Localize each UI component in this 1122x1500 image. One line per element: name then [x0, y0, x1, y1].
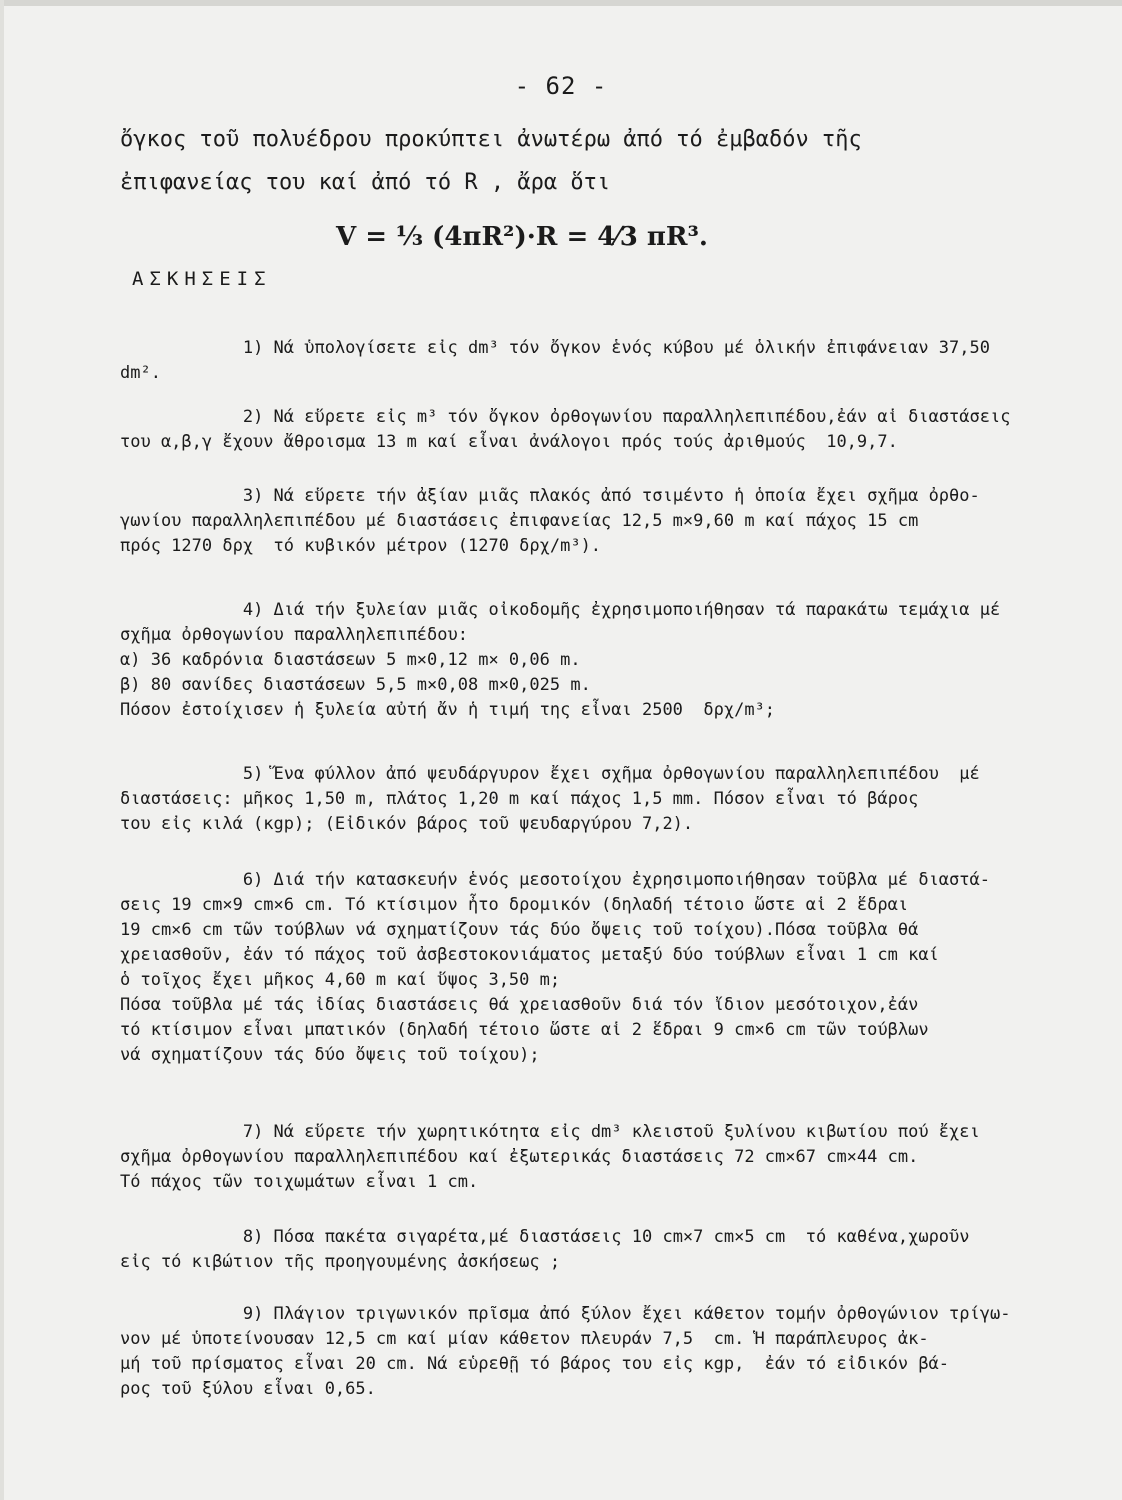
page-number: - 62 - — [514, 72, 608, 100]
exercise-5: 5) Ἕνα φύλλον ἀπό ψευδάργυρον ἔχει σχῆμα ὀρθογωνίου παραλληλεπιπέδου μέ διαστάσεις: μῆκος 1,50 m, πλάτος 1,20 m καί πάχος 1,5 mm. Πόσον εἶναι τό βάρος του εἰς κιλά (κgp); (Εἰδικόν βάρος τοῦ ψευδαργύρου 7,2). — [120, 764, 980, 834]
volume-formula: V = ⅓ (4πR²)·R = 4⁄3 πR³. — [336, 222, 708, 252]
intro-paragraph: ὄγκος τοῦ πολυέδρου προκύπτει ἀνωτέρω ἀπό τό ἐμβαδόν τῆς ἐπιφανείας του καί ἀπό τό R , ἄρα ὅτι — [120, 127, 862, 195]
exercises-heading: ΑΣΚΗΣΕΙΣ — [132, 268, 272, 290]
page-edge — [0, 0, 1122, 6]
exercise-7: 7) Νά εὕρετε τήν χωρητικότητα εἰς dm³ κλειστοῦ ξυλίνου κιβωτίου πού ἔχει σχῆμα ὀρθογωνίου παραλληλεπιπέδου καί ἐξωτερικάς διαστάσεις 72 cm×67 cm×44 cm. Τό πάχος τῶν τοιχωμάτων εἶναι 1 cm. — [120, 1122, 980, 1192]
exercise-8: 8) Πόσα πακέτα σιγαρέτα,μέ διαστάσεις 10 cm×7 cm×5 cm τό καθένα,χωροῦν εἰς τό κιβώτιον τῆς προηγουμένης ἀσκήσεως ; — [120, 1227, 970, 1272]
exercise-4: 4) Διά τήν ξυλείαν μιᾶς οἰκοδομῆς ἐχρησιμοποιήθησαν τά παρακάτω τεμάχια μέ σχῆμα ὀρθογωνίου παραλληλεπιπέδου: α) 36 καδρόνια διαστάσεων 5 m×0,12 m× 0,06 m. β) 80 σανίδες διαστάσεων 5,5 m×0,08 m×0,025 m. Πόσον ἐστοίχισεν ἡ ξυλεία αὐτή ἄν ἡ τιμή της εἶναι 2500 δρχ/m³; — [120, 600, 1001, 720]
exercise-2: 2) Νά εὕρετε εἰς m³ τόν ὄγκον ὀρθογωνίου παραλληλεπιπέδου,ἐάν αἱ διαστάσεις του α,β,γ ἔχουν ἄθροισμα 13 m καί εἶναι ἀνάλογοι πρός τούς ἀριθμούς 10,9,7. — [120, 407, 1011, 452]
exercise-1: 1) Νά ὑπολογίσετε εἰς dm³ τόν ὄγκον ἑνός κύβου μέ ὁλικήν ἐπιφάνειαν 37,50 dm². — [120, 338, 990, 383]
exercise-6: 6) Διά τήν κατασκευήν ἑνός μεσοτοίχου ἐχρησιμοποιήθησαν τοῦβλα μέ διαστά- σεις 19 cm×9 cm×6 cm. Τό κτίσιμον ἦτο δρομικόν (δηλαδή τέτοιο ὥστε αἱ 2 ἕδραι 19 cm×6 cm τῶν τούβλων νά σχηματίζουν τάς δύο ὄψεις τοῦ τοίχου).Πόσα τοῦβλα θά χρειασθοῦν, ἐάν τό πάχος τοῦ ἀσβεστοκονιάματος μεταξύ δύο τούβλων εἶναι 1 cm καί ὁ τοῖχος ἔχει μῆκος 4,60 m καί ὕψος 3,50 m; Πόσα τοῦβλα μέ τάς ἰδίας διαστάσεις θά χρειασθοῦν διά τόν ἴδιον μεσότοιχον,ἐάν τό κτίσιμον εἶναι μπατικόν (δηλαδή τέτοιο ὥστε αἱ 2 ἕδραι 9 cm×6 cm τῶν τούβλων νά σχηματίζουν τάς δύο ὄψεις τοῦ τοίχου); — [120, 870, 990, 1065]
exercise-9: 9) Πλάγιον τριγωνικόν πρῖσμα ἀπό ξύλον ἔχει κάθετον τομήν ὀρθογώνιον τρίγω- νον μέ ὑποτείνουσαν 12,5 cm καί μίαν κάθετον πλευράν 7,5 cm. Ἡ παράπλευρος ἀκ- μή τοῦ πρίσματος εἶναι 20 cm. Νά εὑρεθῇ τό βάρος του εἰς κgp, ἐάν τό εἰδικόν βά- ρος τοῦ ξύλου εἶναι 0,65. — [120, 1304, 1011, 1399]
exercise-3: 3) Νά εὕρετε τήν ἀξίαν μιᾶς πλακός ἀπό τσιμέντο ἡ ὁποία ἔχει σχῆμα ὀρθο- γωνίου παραλληλεπιπέδου μέ διαστάσεις ἐπιφανείας 12,5 m×9,60 m καί πάχος 15 cm πρός 1270 δρχ τό κυβικόν μέτρον (1270 δρχ/m³). — [120, 486, 980, 556]
page-edge-left — [0, 0, 4, 1500]
